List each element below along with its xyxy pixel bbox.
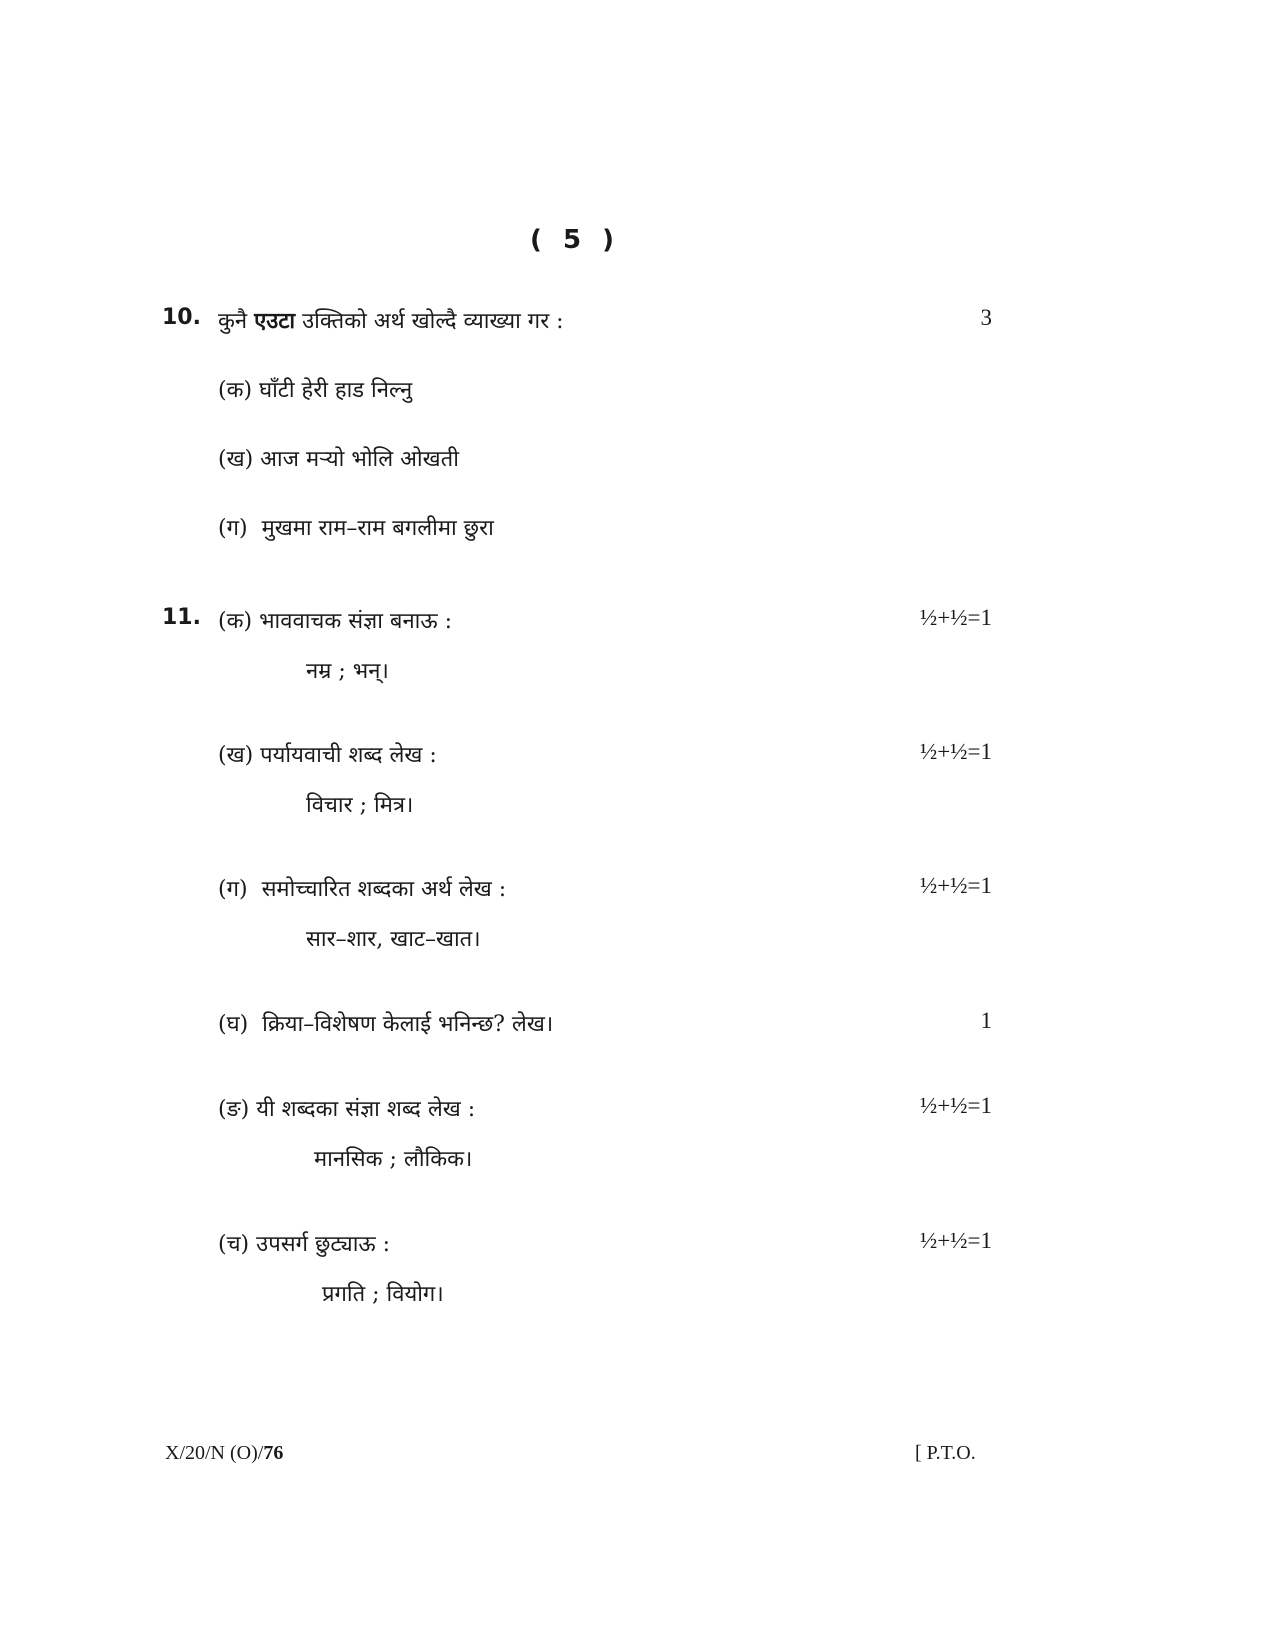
paper-code-prefix: X/20/N (O)/ (165, 1442, 264, 1464)
question-10-text (218, 305, 564, 335)
part-marks: ½+½=1 (920, 1093, 992, 1118)
question-number-10: 10. (162, 305, 201, 330)
question-10-text-bold: एउटा (254, 308, 296, 334)
part-text: भाववाचक संज्ञा बनाऊ : (259, 609, 453, 634)
part-text: समोच्चारित शब्दका अर्थ लेख : (261, 877, 507, 902)
part-marks: ½+½=1 (920, 1228, 992, 1253)
part-answer: नम्र ; भन्। (306, 659, 389, 684)
question-number-11: 11. (162, 605, 201, 630)
part-marks: ½+½=1 (920, 739, 992, 764)
part-label: (च) (218, 1232, 250, 1257)
part-text: क्रिया–विशेषण केलाई भनिन्छ? लेख। (262, 1012, 554, 1037)
question-11-part (218, 605, 452, 635)
part-label: (ख) (218, 743, 254, 768)
part-text: उपसर्ग छुट्याऊ : (256, 1232, 391, 1257)
part-label: (घ) (218, 1012, 249, 1037)
option-label: (क) (218, 378, 253, 403)
part-text: यी शब्दका संज्ञा शब्द लेख : (256, 1097, 476, 1122)
question-10-marks: 3 (980, 305, 992, 330)
part-answer: विचार ; मित्र। (306, 793, 414, 818)
question-11-part (218, 739, 437, 769)
part-label: (क) (218, 609, 253, 634)
part-text: पर्यायवाची शब्द लेख : (260, 743, 437, 768)
part-answer: मानसिक ; लौकिक। (314, 1147, 473, 1172)
option-text: घाँटी हेरी हाड निल्नु (259, 378, 413, 403)
paper-code (165, 1442, 283, 1465)
part-answer: सार–शार, खाट–खात। (306, 927, 481, 952)
question-11-part (218, 1228, 390, 1258)
part-marks: ½+½=1 (920, 873, 992, 898)
please-turn-over: [ P.T.O. (915, 1442, 976, 1464)
question-11-part (218, 873, 506, 903)
part-marks: ½+½=1 (920, 605, 992, 630)
option-text: मुखमा राम–राम बगलीमा छुरा (261, 516, 494, 541)
question-11-part (218, 1093, 475, 1123)
question-10-text-suffix: उक्तिको अर्थ खोल्दै व्याख्या गर : (295, 309, 564, 334)
paper-code-number: 76 (263, 1442, 284, 1464)
question-10-option (218, 443, 459, 473)
question-11-part (218, 1008, 553, 1038)
part-answer: प्रगति ; वियोग। (322, 1282, 444, 1307)
page-number: ( 5 ) (530, 225, 620, 255)
option-label: (ख) (218, 447, 254, 472)
part-label: (ग) (218, 877, 248, 902)
question-10-option (218, 374, 412, 404)
question-10-option (218, 512, 494, 542)
part-label: (ङ) (218, 1097, 250, 1122)
part-marks: 1 (980, 1008, 992, 1033)
option-label: (ग) (218, 516, 248, 541)
question-10-text-prefix: कुनै (218, 309, 255, 334)
option-text: आज मऱ्यो भोलि ओखती (260, 447, 459, 472)
